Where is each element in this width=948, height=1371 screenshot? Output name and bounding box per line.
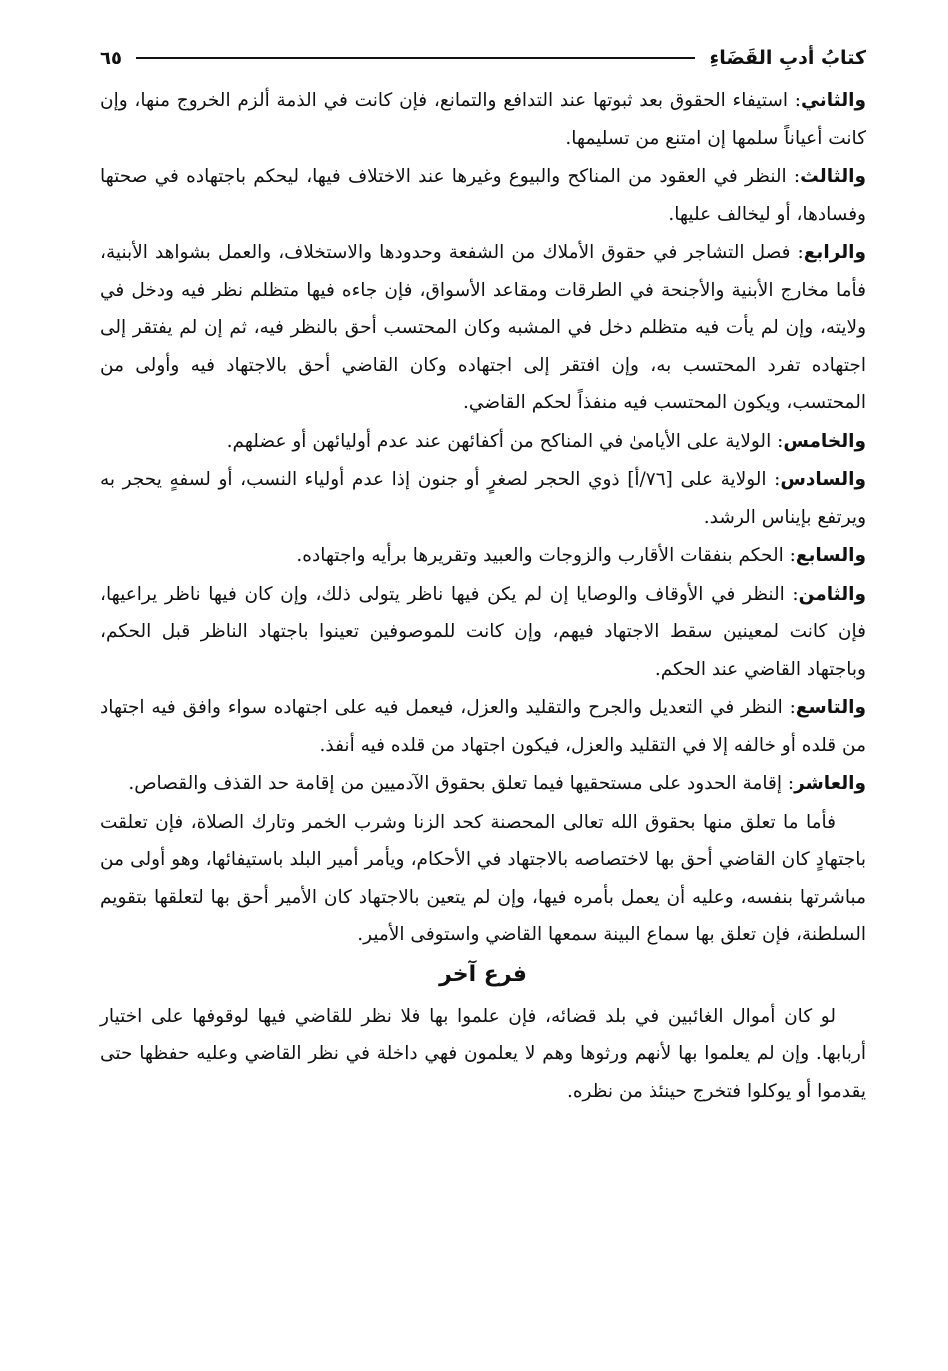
paragraph-hudud-of-god [100,804,866,954]
paragraph-text: : فصل التشاجر في حقوق الأملاك من الشفعة وحدودها والاستخلاف، والعمل بشواهد الأبنية، فأما مخارج الأبنية والأجنحة في الطرقات ومقاعد الأسواق، فإن جاءه فيها متظلم نظر فيه ودخل في ولايته، وإن لم يأت فيه متظلم دخل في المشبه وكان المحتسب أحق بالنظر فيه، ثم إن لم يفتقر إلى اجتهاده تفرد المحتسب به، وإن افتقر إلى اجتهاده وكان القاضي أحق بالاجتهاد فيه وأولى من المحتسب، ويكون المحتسب فيه منفذاً لحكم القاضي. [100,242,866,413]
paragraph-third [100,158,866,233]
running-header [100,40,866,76]
paragraph-lead: والسابع [795,545,866,566]
paragraph-lead: والثاني [801,90,866,111]
paragraph-fifth [100,423,866,461]
paragraph-text: : النظر في التعديل والجرح والتقليد والعزل، فيعمل فيه على اجتهاده سواء وافق فيه اجتهاد من قلده أو خالفه إلا في التقليد والعزل، فيكون اجتهاد من قلده فيه أنفذ. [100,697,866,756]
section-heading: فرع آخر [439,961,527,987]
paragraph-text: : استيفاء الحقوق بعد ثبوتها عند التدافع والتمانع، فإن كانت في الذمة ألزم الخروج منها، وإن كانت أعياناً سلمها إن امتنع من تسليمها. [100,90,866,149]
paragraph-absent-owners [100,998,866,1111]
paragraph-lead: والرابع [803,242,866,263]
paragraph-lead: والعاشر [794,773,866,794]
paragraph-tenth [100,765,866,803]
paragraph-text: : إقامة الحدود على مستحقيها فيما تعلق بحقوق الآدميين من إقامة حد القذف والقصاص. [128,773,795,794]
paragraph-lead: والسادس [780,469,866,490]
paragraph-text: لو كان أموال الغائبين في بلد قضائه، فإن علموا بها فلا نظر للقاضي فيها لوقوفها على اختيار أربابها. وإن لم يعلموا بها لأنهم ورثوها وهم لا يعلمون فهي داخلة في نظر القاضي وعليه حفظها حتى يقدموا أو يوكلوا فتخرج حينئذ من نظره. [100,1005,866,1102]
header-rule [136,57,696,59]
paragraph-text: : الولاية على [٧٦/أ] ذوي الحجر لصغرٍ أو جنون إذا عدم أولياء النسب، أو لسفهٍ يحجر به ويرتفع بإيناس الرشد. [100,469,866,528]
paragraph-eighth [100,576,866,689]
paragraph-text: : النظر في العقود من المناكح والبيوع وغيرها عند الاختلاف فيها، ليحكم باجتهاده في صحتها وفسادها، أو ليخالف عليها. [100,166,866,225]
paragraph-text: فأما ما تعلق منها بحقوق الله تعالى المحصنة كحد الزنا وشرب الخمر وتارك الصلاة، فإن تعلقت باجتهادٍ كان القاضي أحق بها لاختصاصه بالاجتهاد في الأحكام، ويأمر أمير البلد باستيفائها، وهو أولى من مباشرتها بنفسه، وعليه أن يعمل بأمره فيها، وإن لم يتعين بالاجتهاد كان الأمير أحق بها لتعلقها بتقويم السلطنة، فإن تعلق بها سماع البينة سمعها القاضي واستوفى الأمير. [100,811,866,945]
paragraph-text: : الحكم بنفقات الأقارب والزوجات والعبيد وتقريرها برأيه واجتهاده. [296,545,796,566]
paragraph-text: : الولاية على الأيامىٰ في المناكح من أكفائهن عند عدم أوليائهن أو عضلهم. [226,430,784,452]
paragraph-lead: والخامس [783,430,866,452]
paragraph-sixth [100,461,866,536]
paragraph-second [100,82,866,157]
paragraph-fourth [100,234,866,422]
paragraph-lead: والثالث [800,166,866,187]
paragraph-lead: والتاسع [795,697,866,718]
book-page [100,40,866,1111]
paragraph-text: : النظر في الأوقاف والوصايا إن لم يكن فيها ناظر يتولى ذلك، وإن كان فيها ناظر يراعيها، فإن كانت لمعينين سقط الاجتهاد فيهم، وإن كانت للموصوفين تعينوا باجتهاد الناظر قبل الحكم، وباجتهاد القاضي عند الحكم. [100,583,866,680]
page-number: ٦٥ [100,47,122,69]
paragraph-ninth [100,689,866,764]
paragraph-seventh [100,537,866,575]
book-title: كتابُ أدبِ القَضَاءِ [709,47,866,69]
paragraph-lead: والثامن [798,583,866,605]
